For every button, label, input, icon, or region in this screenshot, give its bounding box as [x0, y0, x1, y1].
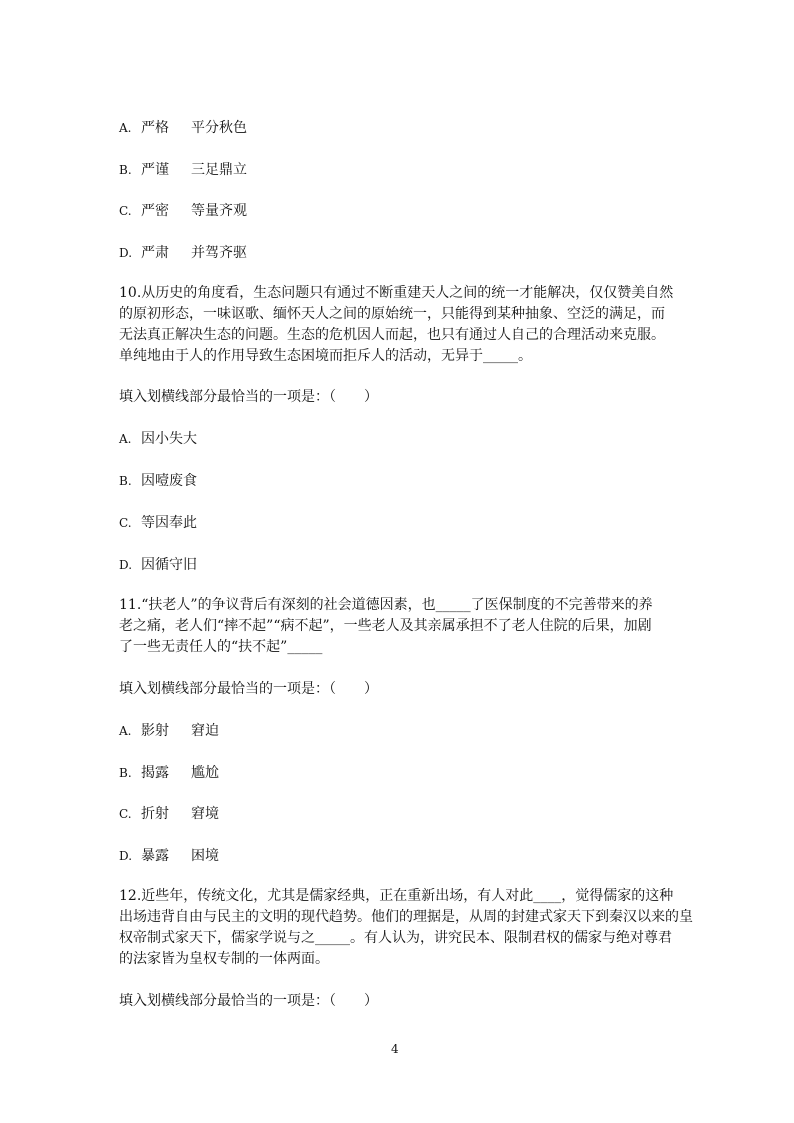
- option-word-2: 困境: [191, 848, 219, 864]
- option-text: 等因奉此: [141, 515, 197, 531]
- option-key: D.: [119, 558, 133, 572]
- stem-line: 无法真正解决生态的问题。生态的危机因人而起，也只有通过人自己的合理活动来克服。: [119, 327, 665, 343]
- option-word-2: 平分秋色: [191, 120, 247, 136]
- option-key: D.: [119, 849, 133, 863]
- option-key: A.: [119, 432, 132, 446]
- stem-line: 出场违背自由与民主的文明的现代趋势。他们的理据是，从周的封建式家天下到秦汉以来的皇: [119, 909, 693, 925]
- question-11-prompt: 填入划横线部分最恰当的一项是：（ ）: [119, 681, 378, 697]
- q9-option-d[interactable]: [119, 245, 247, 261]
- option-word-2: 尴尬: [191, 765, 219, 781]
- stem-line: 权帝制式家天下，儒家学说与之_____。有人认为，讲究民本、限制君权的儒家与绝对尊君: [119, 930, 672, 946]
- option-word-1: 严谨: [141, 162, 169, 178]
- q9-option-b[interactable]: [119, 162, 247, 178]
- option-word-2: 等量齐观: [191, 203, 247, 219]
- stem-line: 10.从历史的角度看，生态问题只有通过不断重建天人之间的统一才能解决，仅仅赞美自然: [119, 285, 674, 301]
- page-number: 4: [391, 1042, 399, 1056]
- q10-option-c[interactable]: [119, 515, 197, 531]
- question-10-prompt: 填入划横线部分最恰当的一项是：（ ）: [119, 389, 378, 405]
- option-word-2: 窘迫: [191, 723, 219, 739]
- option-key: C.: [119, 516, 132, 530]
- option-key: C.: [119, 807, 132, 821]
- question-11-stem: [119, 595, 679, 658]
- option-word-1: 严格: [141, 120, 169, 136]
- option-word-1: 严密: [141, 203, 169, 219]
- option-word-2: 窘境: [191, 806, 219, 822]
- option-key: B.: [119, 474, 132, 488]
- q11-option-c[interactable]: [119, 806, 219, 822]
- q11-option-d[interactable]: [119, 848, 219, 864]
- option-word-1: 折射: [141, 806, 169, 822]
- option-key: C.: [119, 204, 132, 218]
- option-text: 因循守旧: [141, 557, 197, 573]
- option-text: 因噎废食: [141, 473, 197, 489]
- question-12-stem: [119, 886, 693, 970]
- option-key: A.: [119, 724, 132, 738]
- stem-line: 老之痛，老人们“摔不起”“病不起”，一些老人及其亲属承担不了老人住院的后果，加剧: [119, 618, 652, 634]
- question-12-prompt: 填入划横线部分最恰当的一项是：（ ）: [119, 993, 378, 1009]
- q9-option-a[interactable]: [119, 120, 247, 136]
- option-word-1: 影射: [141, 723, 169, 739]
- option-key: D.: [119, 246, 133, 260]
- option-key: A.: [119, 121, 132, 135]
- option-word-1: 暴露: [141, 848, 169, 864]
- option-word-1: 严肃: [141, 245, 169, 261]
- option-word-2: 并驾齐驱: [191, 245, 247, 261]
- q10-option-d[interactable]: [119, 557, 197, 573]
- option-key: B.: [119, 163, 132, 177]
- option-key: B.: [119, 766, 132, 780]
- q11-option-a[interactable]: [119, 723, 219, 739]
- q9-option-c[interactable]: [119, 203, 247, 219]
- stem-line: 单纯地由于人的作用导致生态困境而拒斥人的活动，无异于_____。: [119, 348, 532, 364]
- stem-line: 的原初形态，一味讴歌、缅怀天人之间的原始统一，只能得到某种抽象、空泛的满足，而: [119, 306, 665, 322]
- stem-line: 了一些无责任人的“扶不起”_____: [119, 639, 323, 655]
- question-10-stem: [119, 283, 679, 367]
- q11-option-b[interactable]: [119, 765, 219, 781]
- option-text: 因小失大: [141, 431, 197, 447]
- stem-line: 11.“扶老人”的争议背后有深刻的社会道德因素，也_____了医保制度的不完善带来的养: [119, 597, 653, 613]
- option-word-1: 揭露: [141, 765, 169, 781]
- q10-option-b[interactable]: [119, 473, 197, 489]
- q10-option-a[interactable]: [119, 431, 197, 447]
- option-word-2: 三足鼎立: [191, 162, 247, 178]
- stem-line: 的法家皆为皇权专制的一体两面。: [119, 951, 329, 967]
- stem-line: 12.近些年，传统文化，尤其是儒家经典，正在重新出场，有人对此____，觉得儒家的这种: [119, 888, 674, 904]
